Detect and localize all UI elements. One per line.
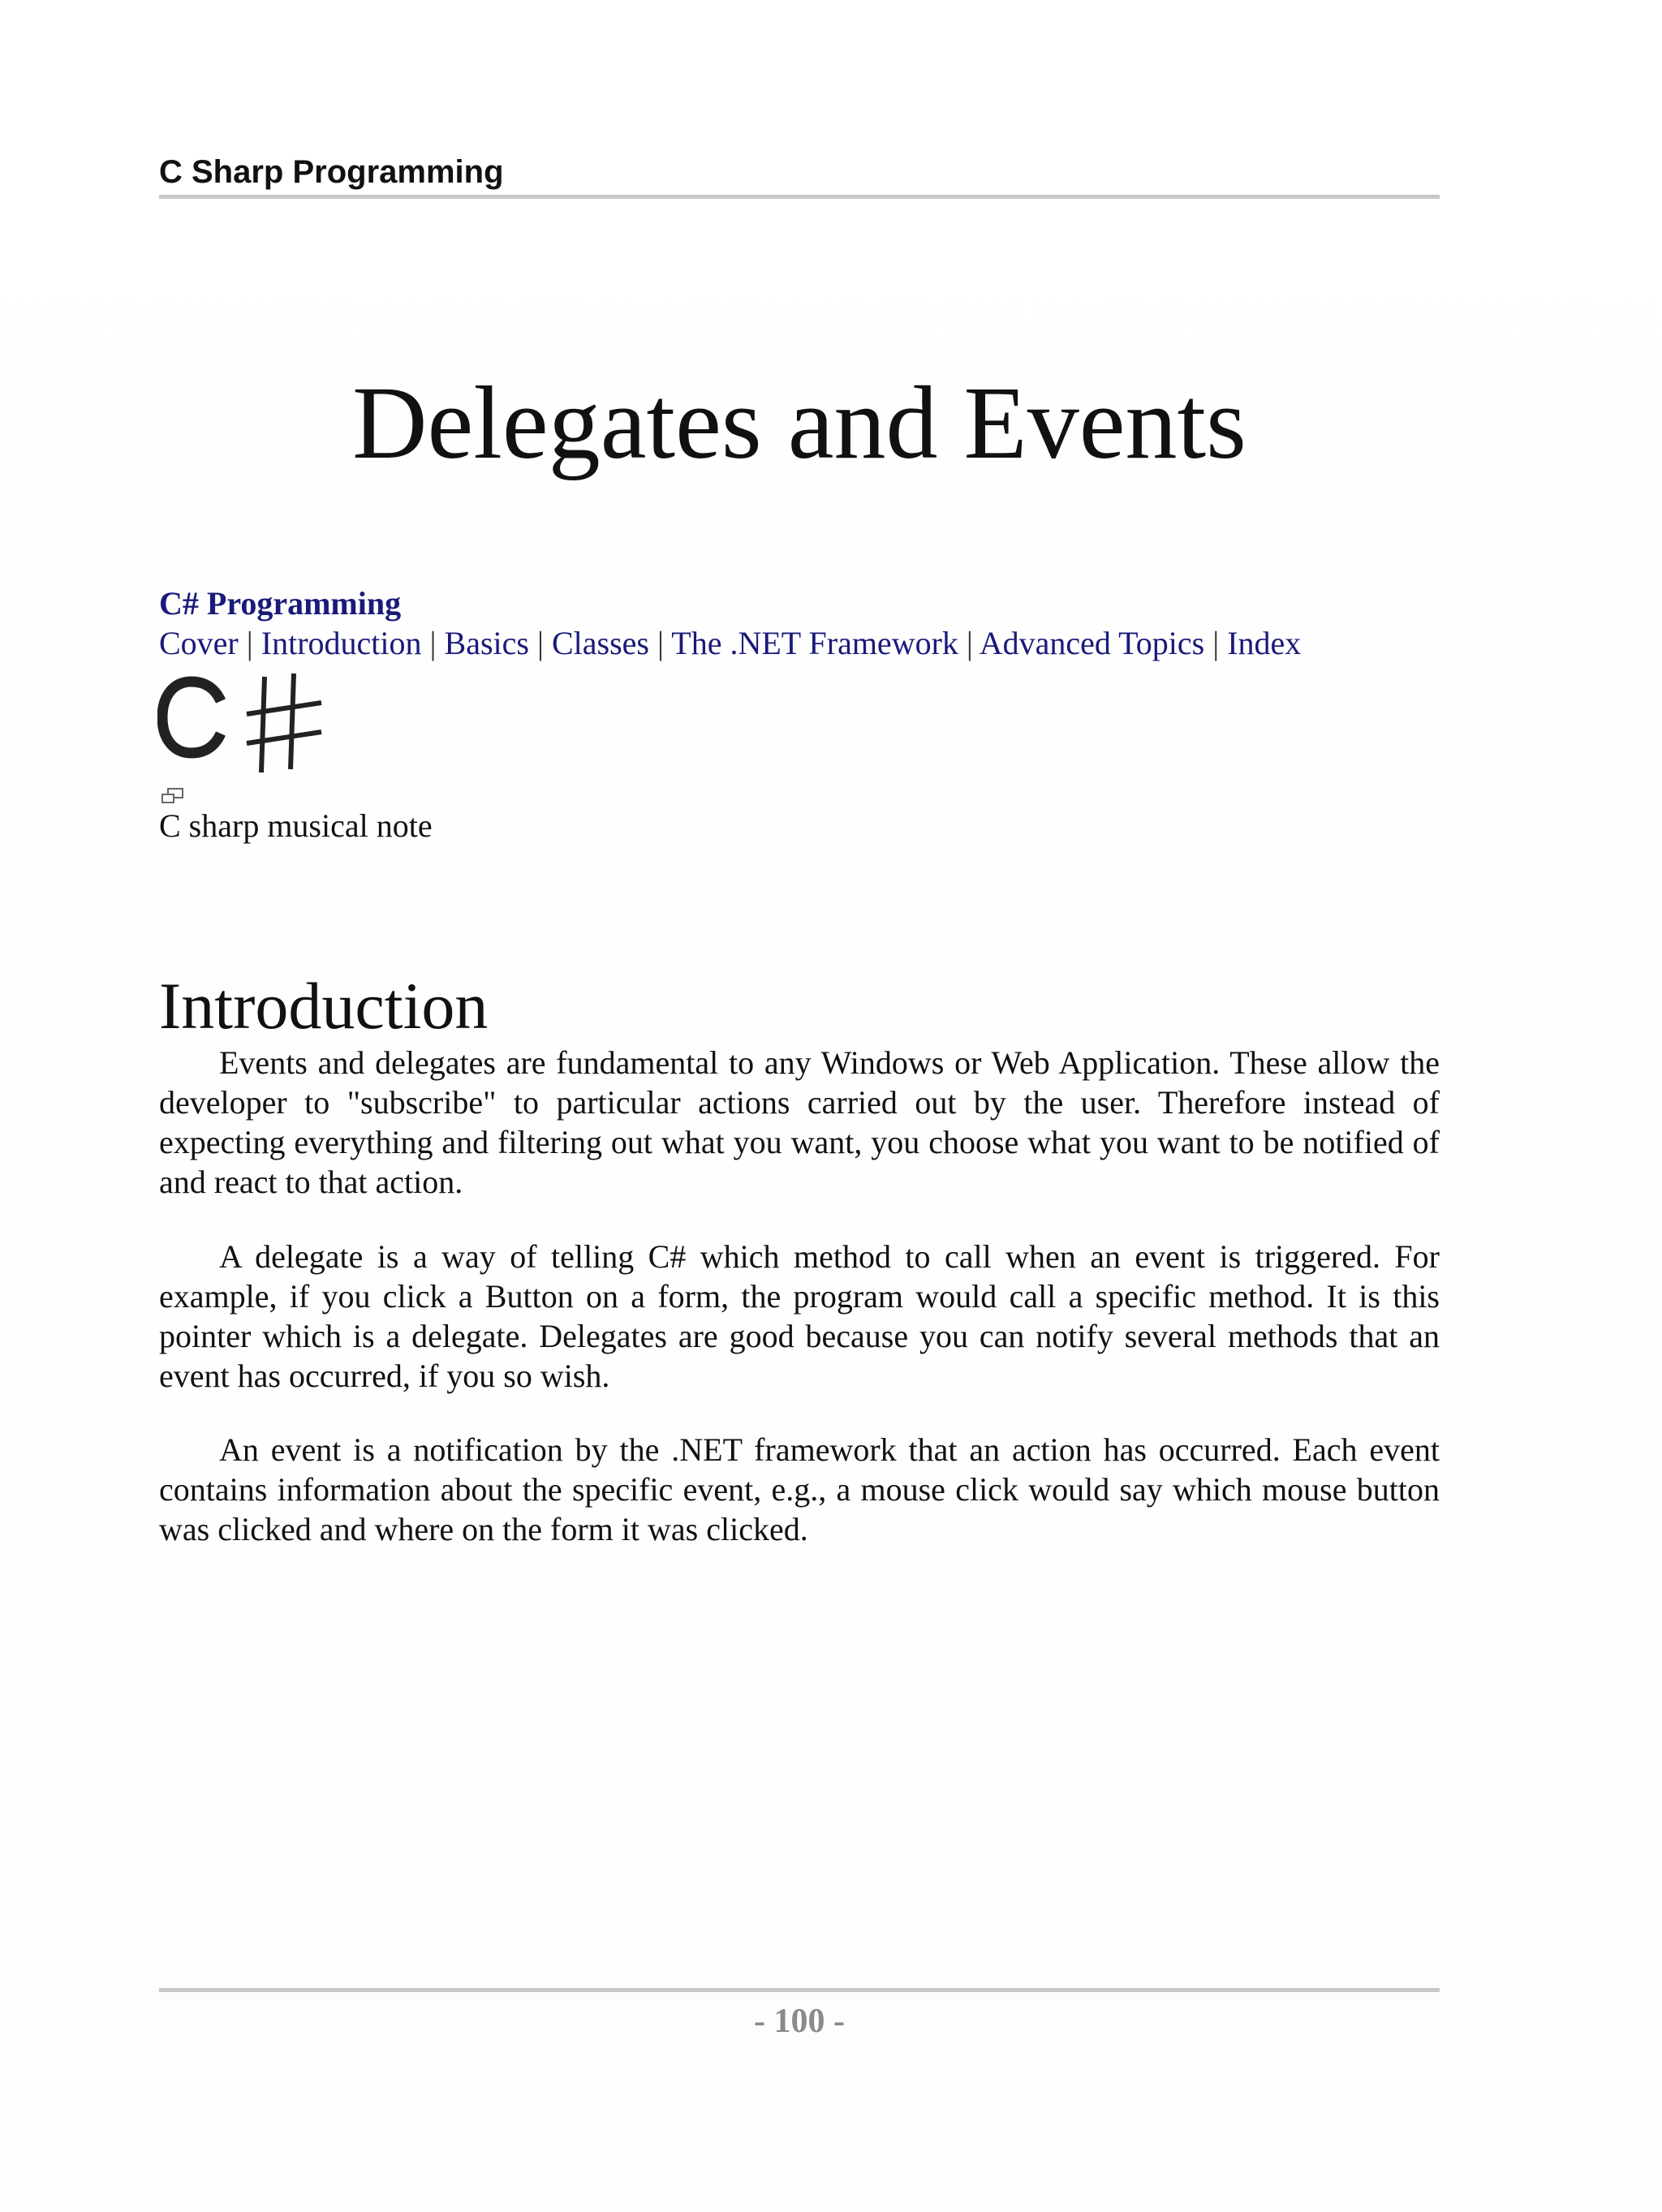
nav-separator: | — [429, 625, 445, 661]
figure-caption: C sharp musical note — [159, 807, 433, 844]
nav-separator: | — [1212, 625, 1228, 661]
footer-divider — [159, 1988, 1440, 1992]
nav-separator: | — [246, 625, 261, 661]
nav-separator: | — [966, 625, 980, 661]
running-header: C Sharp Programming — [159, 154, 504, 190]
enlarge-icon[interactable] — [161, 787, 185, 805]
nav-link-index[interactable]: Index — [1227, 625, 1302, 661]
body-paragraph: Events and delegates are fundamental to any Windows or Web Application. These allow the developer to "subscribe" to particular actions carried out by the user. Therefore instead of expecting everything and filtering out what you want, you choose what you want to be notified of and react to that action. — [159, 1044, 1440, 1200]
page-number: - 100 - — [754, 2003, 845, 2040]
nav-link-introduction[interactable]: Introduction — [260, 625, 422, 661]
header-divider — [159, 195, 1440, 199]
nav-link-advanced-topics[interactable]: Advanced Topics — [979, 625, 1205, 661]
navbox-links — [159, 622, 1301, 665]
section-heading: Introduction — [159, 969, 489, 1044]
navbox-title: C# Programming — [159, 585, 402, 622]
csharp-logo-image[interactable] — [157, 672, 333, 776]
nav-link-dotnet-framework[interactable]: The .NET Framework — [671, 625, 958, 661]
nav-link-classes[interactable]: Classes — [551, 625, 649, 661]
nav-link-cover[interactable]: Cover — [159, 625, 239, 661]
nav-separator: | — [536, 625, 552, 661]
body-paragraph: An event is a notification by the .NET framework that an action has occurred. Each event contains information about the specific event, e.g., a mouse click would say which mouse button was clicked and where on the form it was clicked. — [159, 1431, 1440, 1547]
body-paragraph: A delegate is a way of telling C# which method to call when an event is triggered. For example, if you click a Button on a form, the program would call a specific method. It is this pointer which is a delegate. Delegates are good because you can notify several methods that an event has occurred, if you so wish. — [159, 1238, 1440, 1394]
nav-separator: | — [657, 625, 672, 661]
nav-link-basics[interactable]: Basics — [444, 625, 529, 661]
chapter-title: Delegates and Events — [352, 364, 1246, 480]
